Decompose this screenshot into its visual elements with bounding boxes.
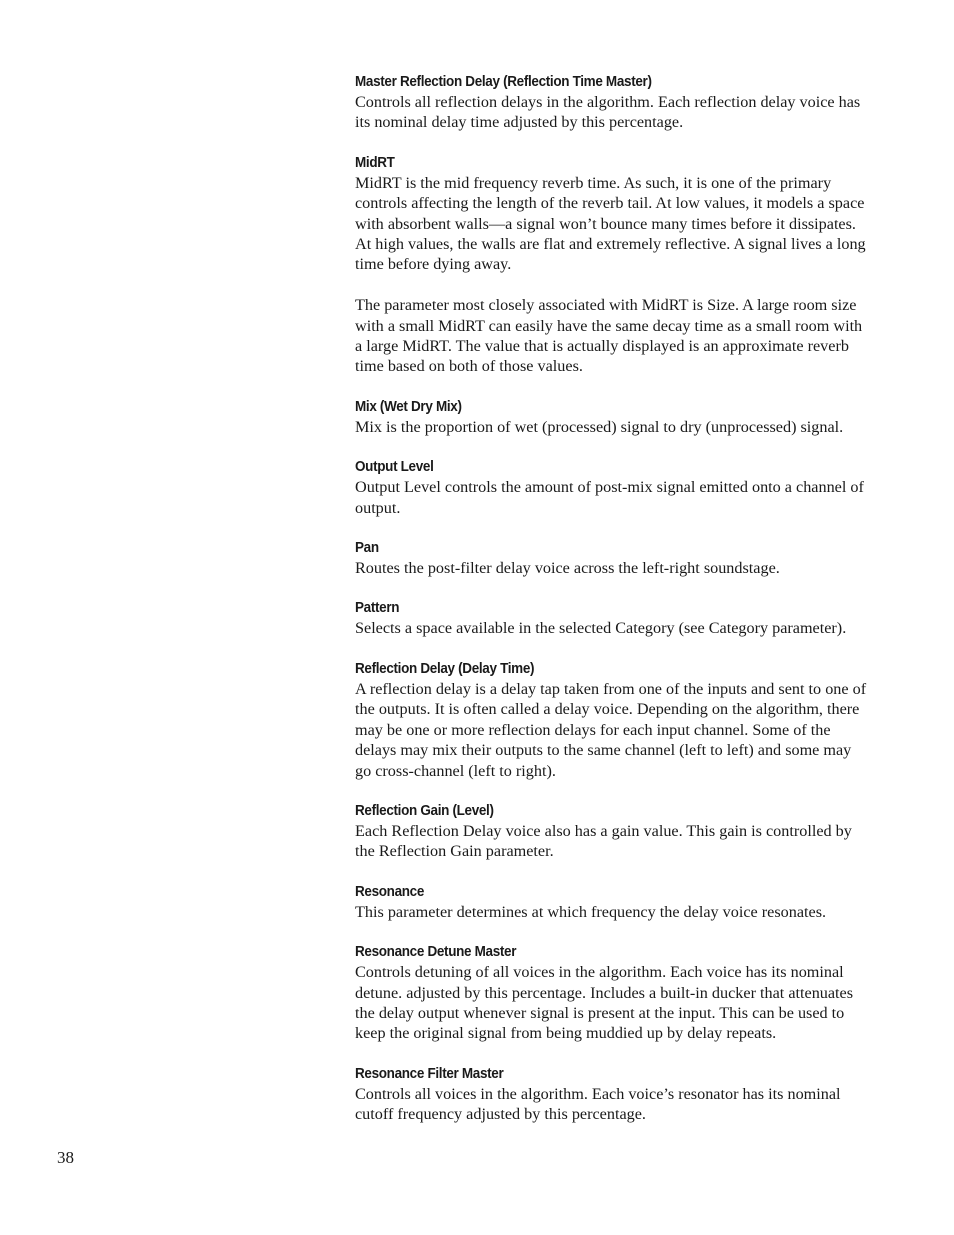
entry-heading: Reflection Delay (Delay Time) xyxy=(355,660,535,677)
entry-paragraph: Controls all reflection delays in the algorithm. Each reflection delay voice has its nominal delay time adjusted by this percentage. xyxy=(355,93,861,132)
entry-heading: Resonance Filter Master xyxy=(355,1065,504,1082)
entry-paragraph: A reflection delay is a delay tap taken from one of the inputs and sent to one of the outputs. It is often called a delay voice. Depending on the algorithm, there may be one or more reflection delays for each input channel. Some of the delays may mix their outputs to the same channel (left to left) and some may go cross-channel (left to right). xyxy=(355,679,867,780)
entry-paragraph: MidRT is the mid frequency reverb time. As such, it is one of the primary controls affecting the length of the reverb tail. At low values, it models a space with absorbent walls—a signal won’t bounce many times before it dissipates. At high values, the walls are flat and extremely reflective. A signal lives a long time before dying away. xyxy=(355,173,866,274)
entry-resonance xyxy=(355,882,871,922)
entry-paragraph: Controls all voices in the algorithm. Each voice’s resonator has its nominal cutoff frequency adjusted by this percentage. xyxy=(355,1084,841,1124)
entry-paragraph: Selects a space available in the selected Category (see Category parameter). xyxy=(355,619,847,638)
entry-resonance-detune-master xyxy=(355,942,871,1044)
entry-midrt xyxy=(355,153,871,377)
entry-paragraph: This parameter determines at which frequency the delay voice resonates. xyxy=(355,902,827,921)
entry-paragraph: Mix is the proportion of wet (processed) signal to dry (unprocessed) signal. xyxy=(355,417,844,436)
entry-paragraph: The parameter most closely associated with MidRT is Size. A large room size with a small MidRT can easily have the same decay time as a small room with a large MidRT. The value that is actually displayed is an approximate reverb time based on both of those values. xyxy=(355,296,863,376)
entry-heading: Output Level xyxy=(355,459,434,476)
entry-reflection-delay xyxy=(355,659,871,781)
entry-output-level xyxy=(355,457,871,518)
entry-paragraph: Each Reflection Delay voice also has a gain value. This gain is controlled by the Reflection Gain parameter. xyxy=(355,821,852,861)
entry-heading: Reflection Gain (Level) xyxy=(355,802,494,819)
entry-paragraph: Output Level controls the amount of post-mix signal emitted onto a channel of output. xyxy=(355,478,864,517)
entry-heading: Master Reflection Delay (Reflection Time Master) xyxy=(355,74,652,90)
entry-heading: Pan xyxy=(355,540,379,557)
entry-heading: Pattern xyxy=(355,600,400,617)
entry-heading: Mix (Wet Dry Mix) xyxy=(355,398,462,415)
entry-reflection-gain xyxy=(355,801,871,862)
entry-master-reflection-delay xyxy=(355,72,871,133)
entry-pan xyxy=(355,538,871,578)
entry-mix xyxy=(355,397,871,437)
glossary-content xyxy=(355,72,871,1145)
entry-heading: MidRT xyxy=(355,154,395,171)
entry-paragraph: Controls detuning of all voices in the algorithm. Each voice has its nominal detune. adjusted by this percentage. Includes a built-in ducker that attenuates the delay output whenever signal is present at the input. This can be used to keep the original signal from being muddied up by delay repeats. xyxy=(355,963,854,1043)
entry-resonance-filter-master xyxy=(355,1064,871,1125)
entry-heading: Resonance xyxy=(355,883,425,900)
entry-pattern xyxy=(355,598,871,638)
page-number: 38 xyxy=(57,1148,74,1167)
entry-heading: Resonance Detune Master xyxy=(355,944,517,961)
entry-paragraph: Routes the post-filter delay voice across the left-right soundstage. xyxy=(355,559,780,578)
